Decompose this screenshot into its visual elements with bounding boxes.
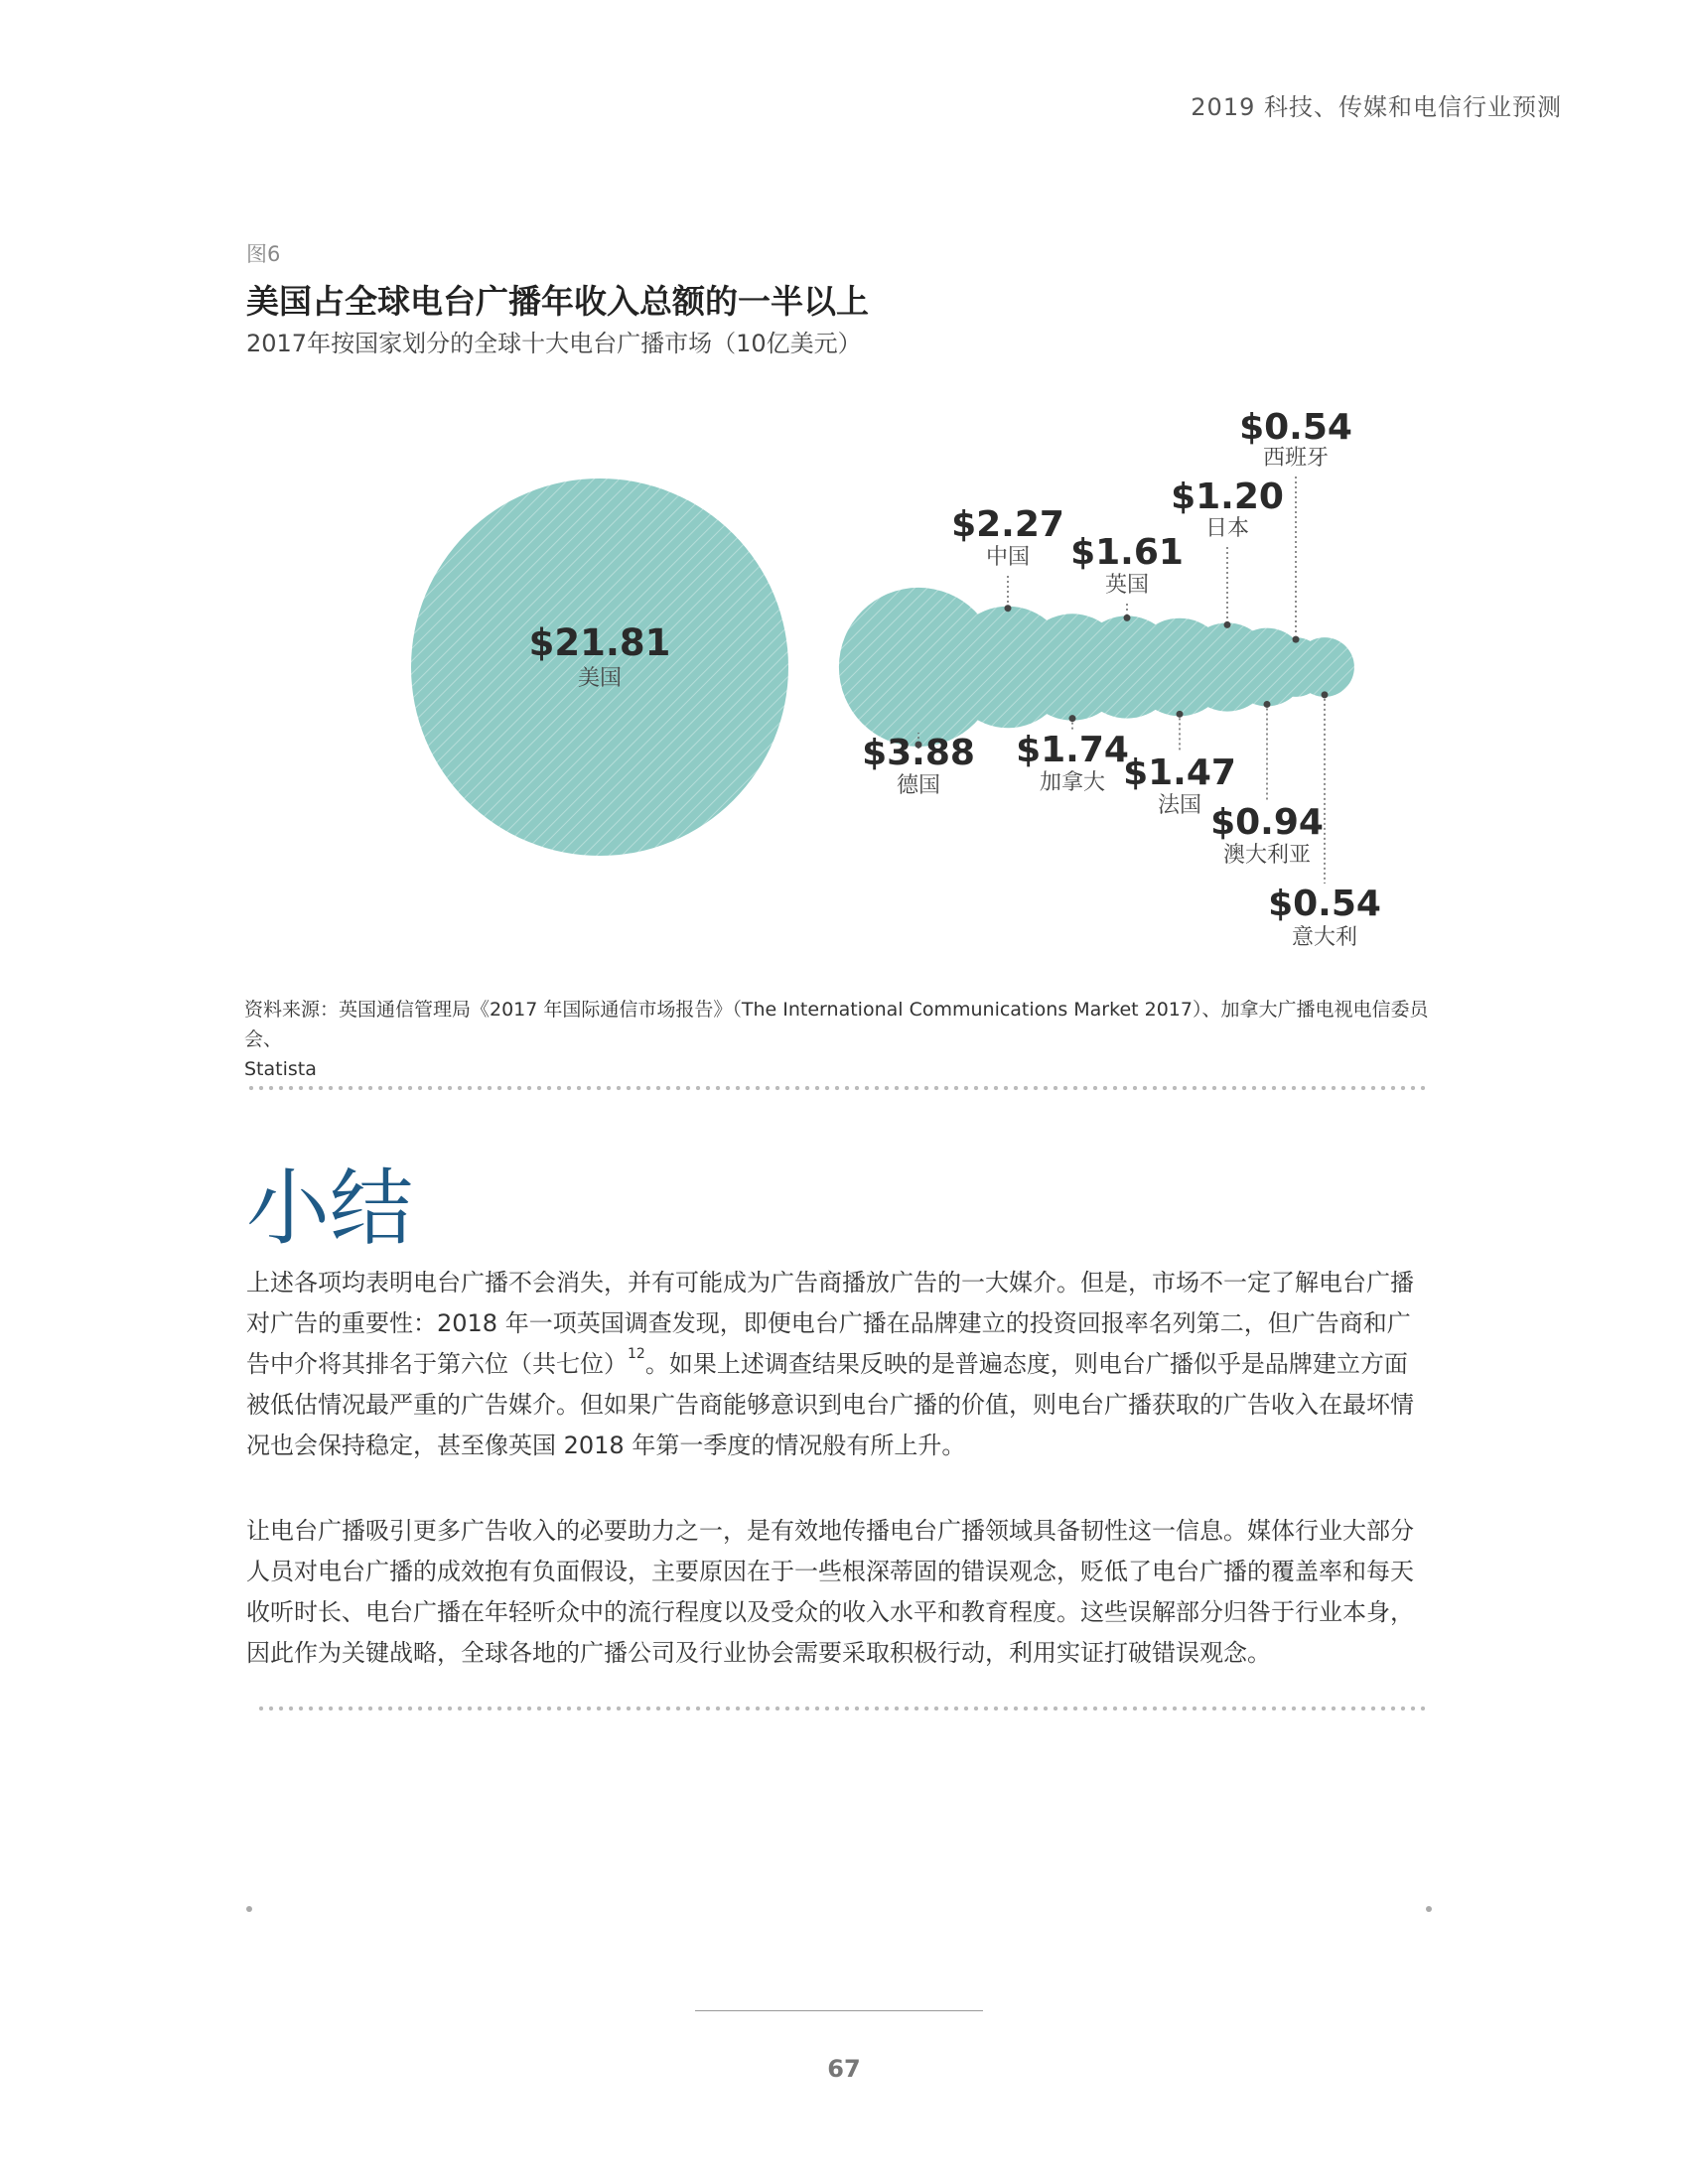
figure-label: 图6 <box>246 242 281 266</box>
section-title: 小结 <box>246 1160 414 1257</box>
para1-line: 对广告的重要性：2018 年一项英国调查发现，即便电台广播在品牌建立的投资回报率名列第二，但广告商和广 <box>246 1309 1411 1337</box>
value-label: $1.61 <box>1070 532 1184 573</box>
leader-dot <box>1124 614 1131 621</box>
summary-paragraph-2 <box>246 1511 1438 1674</box>
para2-line: 让电台广播吸引更多广告收入的必要助力之一，是有效地传播电台广播领域具备韧性这一信息。媒体行业大部分 <box>246 1517 1414 1545</box>
footnote-ref[interactable]: 12 <box>628 1346 645 1362</box>
footer-rule <box>695 2010 983 2011</box>
corner-dot-left <box>246 1906 252 1912</box>
value-label: $3.88 <box>862 733 975 773</box>
para1-line <box>246 1344 1438 1385</box>
value-label: $0.54 <box>1239 407 1352 448</box>
figure-title: 美国占全球电台广播年收入总额的一半以上 <box>246 282 869 321</box>
leader-dot <box>1224 621 1231 628</box>
running-header: 2019 科技、传媒和电信行业预测 <box>1191 93 1562 121</box>
value-label: $1.20 <box>1171 477 1284 517</box>
country-label: 中国 <box>985 545 1031 570</box>
dotted-divider-top <box>246 1085 1428 1091</box>
country-label: 西班牙 <box>1262 446 1330 471</box>
value-label: $21.81 <box>528 621 671 664</box>
para1-text: 。如果上述调查结果反映的是普遍态度，则电台广播似乎是品牌建立方面 <box>644 1350 1408 1378</box>
para2-line: 收听时长、电台广播在年轻听众中的流行程度以及受众的收入水平和教育程度。这些误解部分归咎于行业本身， <box>246 1598 1414 1626</box>
source-line-2: Statista <box>244 1058 317 1080</box>
value-label: $2.27 <box>951 504 1064 545</box>
country-label: 美国 <box>577 666 623 691</box>
source-line-1: 资料来源：英国通信管理局《2017 年国际通信市场报告》（The International Communications Market 2017）、加拿大广播电视电信委员会、 <box>244 999 1429 1050</box>
para2-line: 因此作为关键战略，全球各地的广播公司及行业协会需要采取积极行动，利用实证打破错误观念。 <box>246 1639 1271 1667</box>
corner-dot-right <box>1426 1906 1432 1912</box>
value-label: $1.74 <box>1016 730 1129 770</box>
leader-dot <box>1177 711 1184 718</box>
leader-dot <box>1322 691 1329 698</box>
value-label: $1.47 <box>1123 752 1236 793</box>
value-label: $0.94 <box>1210 802 1324 843</box>
country-label: 德国 <box>896 773 941 798</box>
para1-line: 上述各项均表明电台广播不会消失，并有可能成为广告商播放广告的一大媒介。但是，市场不一定了解电台广播 <box>246 1269 1414 1297</box>
bubble-chart <box>0 377 1688 973</box>
figure-subtitle: 2017年按国家划分的全球十大电台广播市场（10亿美元） <box>246 330 862 357</box>
value-label: $0.54 <box>1268 884 1381 924</box>
dotted-divider-bottom <box>256 1706 1428 1711</box>
leader-dot <box>1293 636 1300 643</box>
para1-text: 告中介将其排名于第六位（共七位） <box>246 1350 628 1378</box>
leader-dot <box>1069 715 1076 722</box>
country-label: 日本 <box>1204 516 1250 541</box>
country-label: 法国 <box>1157 793 1202 818</box>
page-number: 67 <box>827 2055 861 2083</box>
country-label: 加拿大 <box>1039 770 1106 795</box>
country-label: 英国 <box>1104 573 1150 598</box>
country-label: 意大利 <box>1291 925 1358 950</box>
para1-line: 被低估情况最严重的广告媒介。但如果广告商能够意识到电台广播的价值，则电台广播获取的广告收入在最坏情 <box>246 1391 1414 1419</box>
para1-line: 况也会保持稳定，甚至像英国 2018 年第一季度的情况般有所上升。 <box>246 1432 966 1459</box>
figure-source <box>244 995 1456 1084</box>
para2-line: 人员对电台广播的成效抱有负面假设，主要原因在于一些根深蒂固的错误观念，贬低了电台广播的覆盖率和每天 <box>246 1558 1414 1585</box>
leader-dot <box>1264 701 1271 708</box>
bubble-9 <box>1295 637 1354 697</box>
country-label: 澳大利亚 <box>1222 843 1312 868</box>
summary-paragraph-1 <box>246 1263 1438 1466</box>
leader-dot <box>1005 605 1012 612</box>
